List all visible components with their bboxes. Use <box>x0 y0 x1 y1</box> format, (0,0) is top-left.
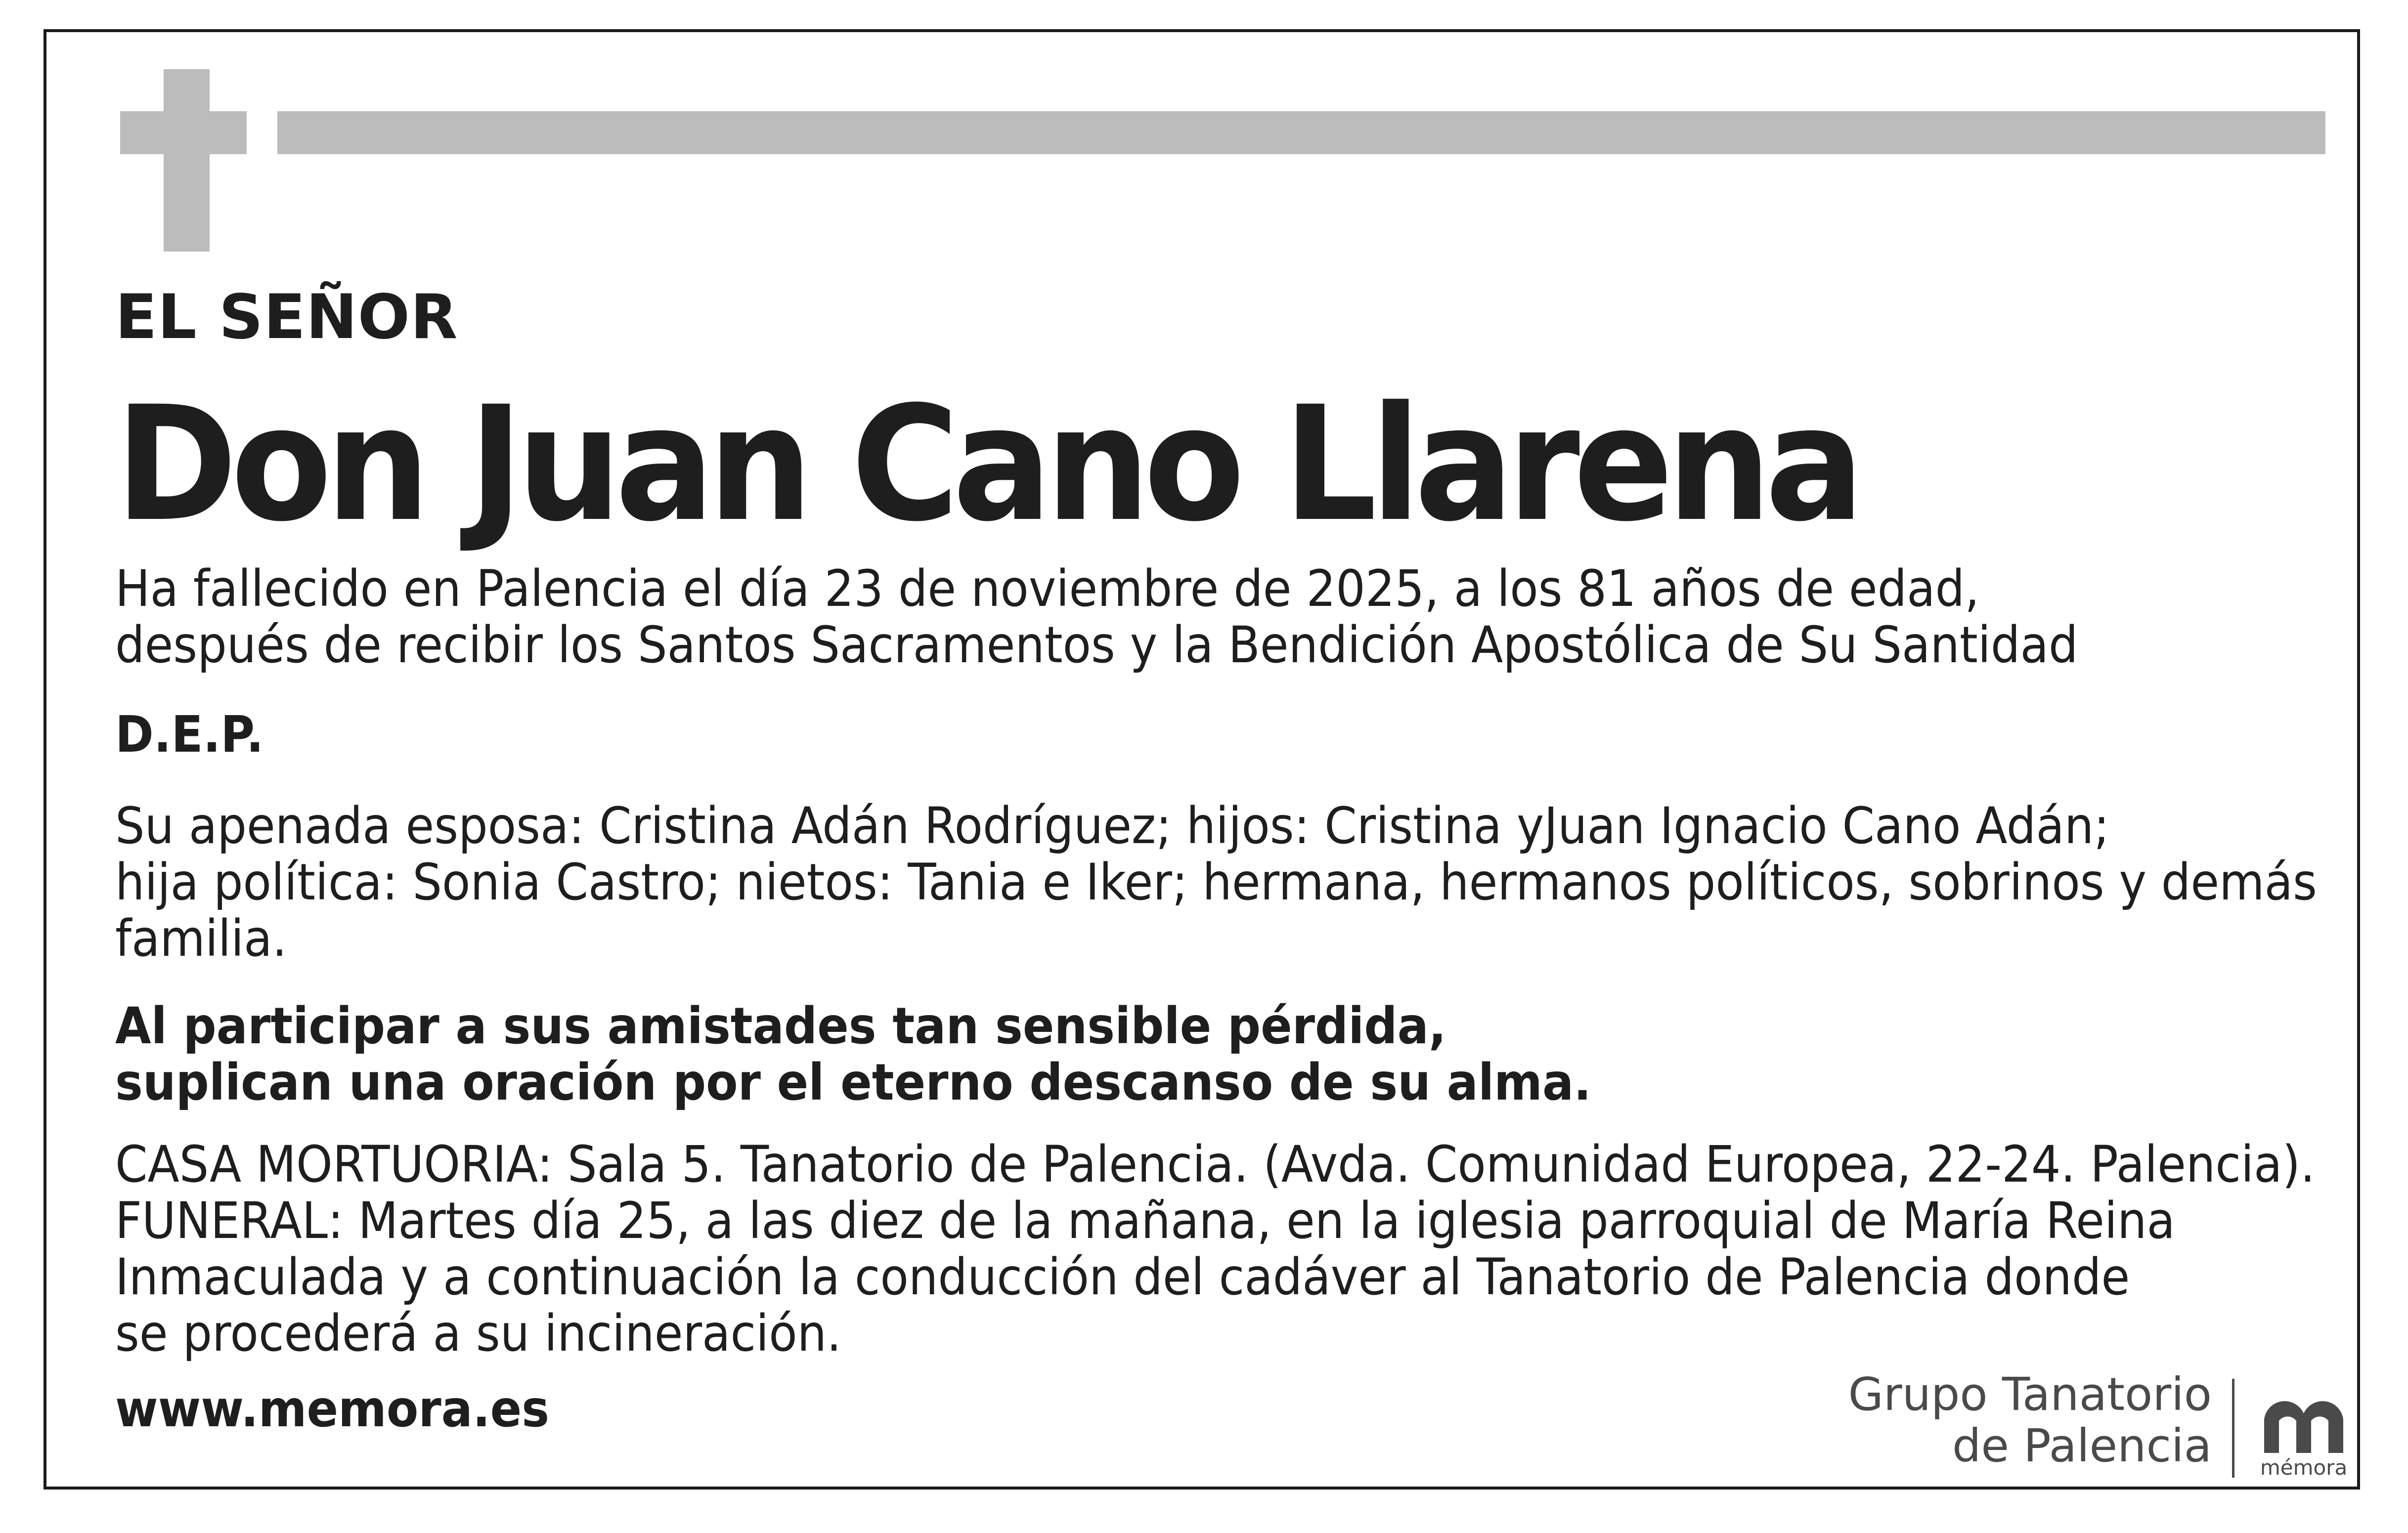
death-line-2: después de recibir los Santos Sacramentos y la Bendición Apostólica de Su Santidad <box>115 616 2078 675</box>
death-line-1: Ha fallecido en Palencia el día 23 de noviembre de 2025, a los 81 años de edad, <box>115 559 1980 618</box>
participation-line-2: suplican una oración por el eterno descanso de su alma. <box>115 1053 1591 1112</box>
family-line-3: familia. <box>115 909 287 968</box>
participation-line-1: Al participar a sus amistades tan sensible pérdida, <box>115 997 1446 1056</box>
cross-icon-vertical <box>164 69 210 252</box>
honorific: EL SEÑOR <box>115 282 458 353</box>
branding-line-1: Grupo Tanatorio <box>1848 1368 2212 1421</box>
info-line-3: Inmaculada y a continuación la conducción del cadáver al Tanatorio de Palencia donde <box>115 1248 2130 1307</box>
branding-line-2: de Palencia <box>1952 1419 2212 1472</box>
cross-icon-horizontal <box>120 111 247 154</box>
dep-text: D.E.P. <box>115 705 264 764</box>
header-bar <box>277 111 2325 154</box>
family-line-1: Su apenada esposa: Cristina Adán Rodríguez; hijos: Cristina yJuan Ignacio Cano Adán; <box>115 797 2109 855</box>
branding-divider <box>2232 1379 2234 1478</box>
deceased-name: Don Juan Cano Llarena <box>115 373 1858 556</box>
info-line-1: CASA MORTUORIA: Sala 5. Tanatorio de Palencia. (Avda. Comunidad Europea, 22-24. Palencia). <box>115 1135 2315 1194</box>
website-link[interactable]: www.memora.es <box>115 1380 550 1439</box>
info-line-4: se procederá a su incineración. <box>115 1304 841 1363</box>
memora-wordmark: mémora <box>2260 1455 2348 1480</box>
family-line-2: hija política: Sonia Castro; nietos: Tania e Iker; hermana, hermanos políticos, sobrinos y demás <box>115 853 2317 912</box>
info-line-2: FUNERAL: Martes día 25, a las diez de la mañana, en la iglesia parroquial de María Reina <box>115 1192 2175 1250</box>
memora-m-icon <box>2254 1389 2353 1453</box>
branding-text <box>1848 1369 2212 1472</box>
